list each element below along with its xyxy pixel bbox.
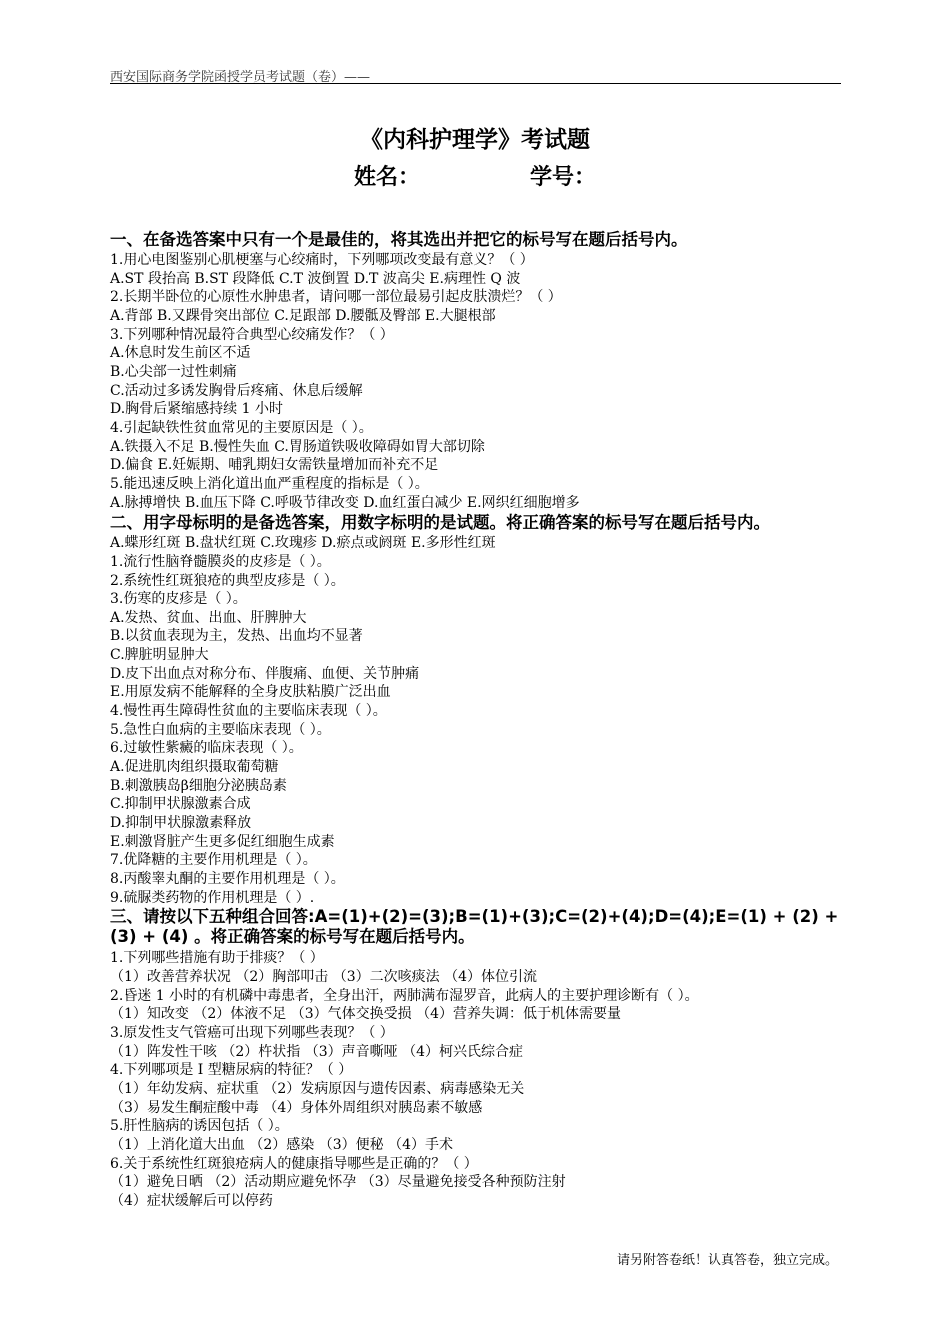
question-line: 7.优降糖的主要作用机理是（ ）。 (110, 852, 317, 869)
question-line: 1.下列哪些措施有助于排痰？（ ） (110, 950, 324, 967)
question-line: （1）改善营养状况 （2）胸部叩击 （3）二次咳痰法 （4）体位引流 (110, 968, 537, 985)
question-line: A.铁摄入不足 B.慢性失血 C.胃肠道铁吸收障碍如胃大部切除 (110, 438, 485, 455)
question-line: E.刺激肾脏产生更多促红细胞生成素 (110, 833, 335, 850)
question-line: 3.下列哪种情况最符合典型心绞痛发作？（ ） (110, 326, 394, 343)
question-line: （1）上消化道大出血 （2）感染 （3）便秘 （4）手术 (110, 1136, 453, 1153)
question-line: A.发热、贫血、出血、肝脾肿大 (110, 609, 307, 626)
question-line: 4.下列哪项是 I 型糖尿病的特征？（ ） (110, 1062, 353, 1079)
question-line: 3.伤寒的皮疹是（ ）。 (110, 591, 247, 608)
question-line: A.促进肌肉组织摄取葡萄糖 (110, 759, 279, 776)
question-line: 8.丙酸睾丸酮的主要作用机理是（ ）。 (110, 871, 345, 887)
question-line: 3.原发性支气管癌可出现下列哪些表现？（ ） (110, 1024, 394, 1041)
question-line: 1.流行性脑脊髓膜炎的皮疹是（ ）。 (110, 553, 331, 570)
name-id-row (0, 160, 950, 191)
section-1 (110, 229, 845, 512)
question-line: 2.昏迷 1 小时的有机磷中毒患者，全身出汗，两肺满布湿罗音，此病人的主要护理诊断有（ ）。 (110, 987, 699, 1004)
question-line: C.活动过多诱发胸骨后疼痛、休息后缓解 (110, 382, 363, 399)
question-line: 5.肝性脑病的诱因包括（ ）。 (110, 1118, 289, 1135)
question-line: A.休息时发生前区不适 (110, 345, 251, 362)
question-line: D.偏食 E.妊娠期、哺乳期妇女需铁量增加而补充不足 (110, 457, 439, 474)
question-line: C.抑制甲状腺激素合成 (110, 796, 251, 813)
question-line: B.以贫血表现为主，发热、出血均不显著 (110, 628, 363, 645)
question-line: E.用原发病不能解释的全身皮肤粘膜广泛出血 (110, 684, 391, 701)
question-line: A.蝶形红斑 B.盘状红斑 C.玫瑰疹 D.瘀点或阏斑 E.多形性红斑 (110, 535, 496, 552)
page-footer: 请另附答卷纸！认真答卷，独立完成。 (616, 1253, 838, 1268)
question-line: （4）症状缓解后可以停药 (110, 1192, 273, 1209)
question-line: B.刺激胰岛β细胞分泌胰岛素 (110, 777, 287, 794)
section-3 (110, 907, 845, 1210)
question-line: 2.系统性红斑狼疮的典型皮疹是（ ）。 (110, 572, 345, 589)
question-line: B.心尖部一过性刺痛 (110, 363, 237, 380)
question-line: C.脾脏明显肿大 (110, 647, 209, 664)
question-line: 1.用心电图鉴别心肌梗塞与心绞痛时，下列哪项改变最有意义？（ ） (110, 252, 534, 268)
question-line: （3）易发生酮症酸中毒 （4）身体外周组织对胰岛素不敏感 (110, 1099, 483, 1116)
question-line: 2.长期半卧位的心原性水肿患者，请问哪一部位最易引起皮肤溃烂？（ ） (110, 289, 562, 306)
question-line: 6.关于系统性红斑狼疮病人的健康指导哪些是正确的？（ ） (110, 1155, 478, 1172)
exam-body (110, 229, 845, 1211)
student-id-label: 学号： (530, 165, 597, 190)
header-divider (110, 83, 841, 84)
question-line: （1）知改变 （2）体液不足 （3）气体交换受损 （4）营养失调：低于机体需要量 (110, 1006, 621, 1023)
section-heading: 一、在备选答案中只有一个是最佳的，将其选出并把它的标号写在题后括号内。 (110, 230, 688, 249)
question-line: A.脉搏增快 B.血压下降 C.呼吸节律改变 D.血红蛋白减少 E.网织红细胞增多 (110, 494, 580, 511)
exam-title: 《内科护理学》考试题 (360, 127, 590, 153)
question-line: D.皮下出血点对称分布、伴腹痛、血便、关节肿痛 (110, 665, 420, 682)
question-line: （1）阵发性干咳 （2）杵状指 （3）声音嘶哑 （4）柯兴氏综合症 (110, 1043, 523, 1060)
section-2 (110, 512, 845, 907)
page-header: 西安国际商务学院函授学员考试题（卷）—— (110, 70, 371, 85)
question-line: 5.能迅速反映上消化道出血严重程度的指标是（ ）。 (110, 475, 429, 492)
question-line: D.胸骨后紧缩感持续 1 小时 (110, 401, 283, 418)
question-line: A.ST 段抬高 B.ST 段降低 C.T 波倒置 D.T 波高尖 E.病理性 Q 波 (110, 270, 521, 287)
question-line: D.抑制甲状腺激素释放 (110, 815, 252, 832)
question-line: 6.过敏性紫癜的临床表现（ ）。 (110, 740, 303, 757)
question-line: （1）年幼发病、症状重 （2）发病原因与遗传因素、病毒感染无关 (110, 1080, 525, 1097)
question-line: A.背部 B.又踝骨突出部位 C.足跟部 D.腰骶及臀部 E.大腿根部 (110, 307, 496, 324)
question-line: 4.慢性再生障碍性贫血的主要临床表现（ ）。 (110, 703, 387, 720)
question-line: 5.急性白血病的主要临床表现（ ）。 (110, 721, 331, 738)
question-line: 4.引起缺铁性贫血常见的主要原因是（ ）。 (110, 419, 373, 436)
question-line: 9.硫脲类药物的作用机理是（ ）. (110, 889, 315, 906)
name-label: 姓名： (353, 165, 420, 190)
section-heading: 二、用字母标明的是备选答案，用数字标明的是试题。将正确答案的标号写在题后括号内。 (110, 513, 770, 533)
section-heading: 三、请按以下五种组合回答:A=(1)+(2)=(3);B=(1)+(3);C=(2)+(4);D=(4);E=(1) + (2) + (3) + (4) 。将正确答案的标号写在题后括号内。 (110, 907, 839, 947)
question-line: （1）避免日晒 （2）活动期应避免怀孕 （3）尽量避免接受各种预防注射 (110, 1174, 566, 1191)
